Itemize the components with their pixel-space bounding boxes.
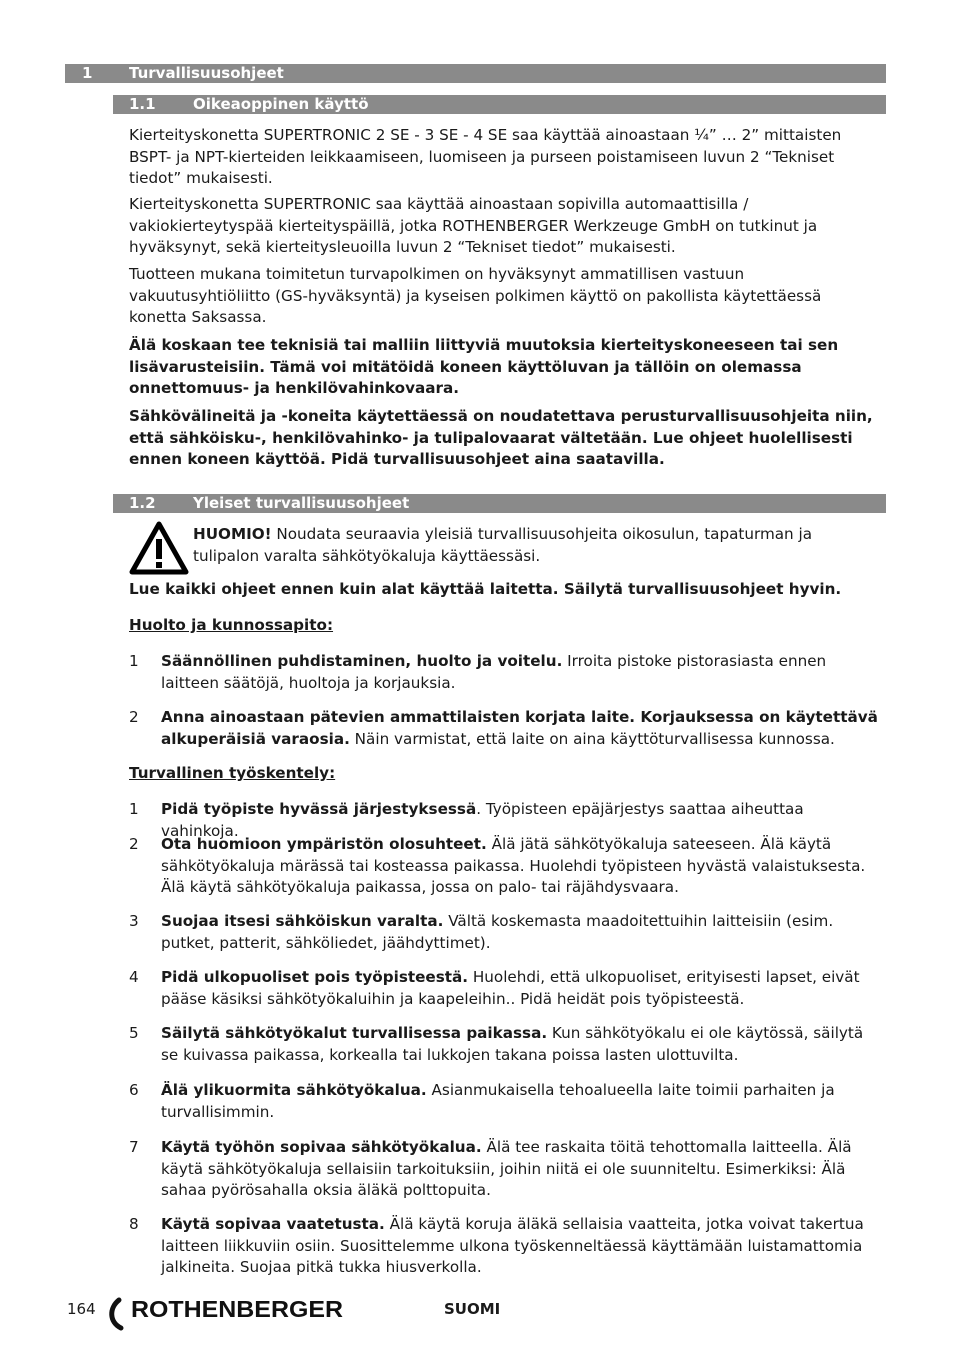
page-number: 164: [67, 1300, 96, 1318]
heading-safe-work: Turvallinen työskentely:: [129, 764, 336, 782]
list-item-number: 8: [129, 1215, 139, 1233]
list-item-bold: Pidä ulkopuoliset pois työpisteestä.: [161, 968, 469, 986]
list-item-text: [161, 1137, 881, 1202]
section-1-2-bar: [113, 494, 886, 513]
section-1-bar: [65, 64, 886, 83]
list-item-bold: Suojaa itsesi sähköiskun varalta.: [161, 912, 444, 930]
list-item-number: 7: [129, 1138, 139, 1156]
list-item-bold: Ota huomioon ympäristön olosuhteet.: [161, 835, 487, 853]
list-item-number: 3: [129, 912, 139, 930]
section-1-1-bar: [113, 95, 886, 114]
section-1-1-number: 1.1: [129, 95, 156, 113]
paragraph-read-all: Lue kaikki ohjeet ennen kuin alat käyttää laitetta. Säilytä turvallisuusohjeet hyvin.: [129, 580, 842, 598]
warning-triangle-icon: [129, 521, 189, 579]
list-item-text: [161, 651, 881, 694]
warning-text: [193, 524, 881, 567]
list-item-body: Irroita pistoke pistorasiasta ennen laitteen säätöjä, huoltoja ja korjauksia.: [161, 652, 827, 692]
warning-label: HUOMIO!: [193, 525, 272, 543]
list-item-body: Vältä koskemasta maadoitettuihin laitteisiin (esim. putket, patterit, sähköliedet, jäähdyttimet).: [161, 912, 834, 952]
list-item-text: [161, 707, 881, 750]
list-item-number: 2: [129, 708, 139, 726]
list-item-body: Näin varmistat, että laite on aina käyttöturvallisessa kunnossa.: [349, 729, 835, 748]
list-item-number: 2: [129, 835, 139, 853]
list-item-body: Älä tee raskaita töitä tehottomalla laitteella. Älä käytä sähkötyökaluja sellaisiin tarkoituksiin, joihin niitä ei ole suunniteltu. Esimerkiksi: Älä sahaa pyörösahalla oksia äläkä polttopuita.: [161, 1138, 852, 1199]
warning-body: Noudata seuraavia yleisiä turvallisuusohjeita oikosulun, tapaturman ja tulipalon varalta sähkötyökaluja käyttäessäsi.: [193, 525, 813, 565]
rothenberger-logo: [107, 1294, 347, 1338]
list-item-body: Huolehdi, että ulkopuoliset, erityisesti lapset, eivät pääse käsiksi sähkötyökaluihin ja kaapeleihin.. Pidä heidät pois työpisteestä.: [161, 968, 860, 1008]
list-item-text: [161, 1023, 881, 1066]
list-item-bold: Anna ainoastaan pätevien ammattilaisten korjata laite. Korjauksessa on käytettävä alkuperäisiä varaosia.: [161, 708, 878, 748]
list-item-body: Kun sähkötyökalu ei ole käytössä, säilytä se kuivassa paikassa, korkealla tai lukkojen takana poissa lasten ulottuvilta.: [161, 1024, 864, 1064]
list-item-text: [161, 967, 881, 1010]
list-item-bold: Pidä työpiste hyvässä järjestyksessä: [161, 800, 477, 818]
list-item-number: 6: [129, 1081, 139, 1099]
list-item-bold: Älä ylikuormita sähkötyökalua.: [161, 1081, 427, 1099]
heading-maintenance: Huolto ja kunnossapito:: [129, 616, 334, 634]
language-label: SUOMI: [444, 1300, 501, 1318]
paragraph-threading-heads: Kierteityskonetta SUPERTRONIC saa käyttää ainoastaan sopivilla automaattisilla / vakiokierteytyspää kierteityspäillä, jotka ROTHENBERGER Werkzeuge GmbH on tutkinut ja hyväksynyt, sekä kierteitysleuoilla luvun 2 “Tekniset tiedot” mukaisesti.: [129, 195, 818, 256]
list-item-bold: Säilytä sähkötyökalut turvallisessa paikassa.: [161, 1024, 548, 1042]
list-item-bold: Käytä sopivaa vaatetusta.: [161, 1215, 385, 1233]
list-item-number: 1: [129, 652, 139, 670]
paragraph-basic-safety: Sähkövälineitä ja -koneita käytettäessä on noudatettava perusturvallisuusohjeita niin, että sähköisku-, henkilövahinko- ja tulipalovaarat vältetään. Lue ohjeet huolellisesti ennen koneen käyttöä. Pidä turvallisuusohjeet aina saatavilla.: [129, 407, 873, 468]
brand-name: ROTHENBERGER: [131, 1296, 344, 1322]
section-1-1-title: Oikeaoppinen käyttö: [193, 95, 369, 113]
list-item-bold: Käytä työhön sopivaa sähkötyökalua.: [161, 1138, 482, 1156]
list-item-body: Älä jätä sähkötyökaluja sateeseen. Älä käytä sähkötyökaluja märässä tai kosteassa paikassa. Huolehdi työpisteen hyvästä valaistuksesta. Älä käytä sähkötyökaluja paikassa, jossa on palo- tai räjähdysvaara.: [161, 835, 866, 896]
list-item-body: Älä käytä koruja äläkä sellaisia vaatteita, jotka voivat takertua laitteen liikkuviin osiin. Suosittelemme ulkona työskenneltäessä käyttämään luistamattomia jalkineita. Suojaa pitkä tukka hiusverkolla.: [161, 1215, 864, 1276]
paragraph-intended-use: Kierteityskonetta SUPERTRONIC 2 SE - 3 SE - 4 SE saa käyttää ainoastaan ¼” … 2” mittaisten BSPT- ja NPT-kierteiden leikkaamiseen, luomiseen ja purseen poistamiseen luvun 2 “Tekniset tiedot” mukaisesti.: [129, 126, 842, 187]
list-item-number: 1: [129, 800, 139, 818]
list-item-text: [161, 1214, 881, 1279]
list-item-text: [161, 834, 881, 899]
list-item-text: [161, 911, 881, 954]
section-1-2-number: 1.2: [129, 494, 156, 512]
list-item-body: . Työpisteen epäjärjestys saattaa aiheuttaa vahinkoja.: [161, 800, 804, 840]
paragraph-no-modifications: Älä koskaan tee teknisiä tai malliin liittyviä muutoksia kierteityskoneeseen tai sen lisävarusteisiin. Tämä voi mitätöidä koneen käyttöluvan ja tällöin on olemassa onnettomuus- ja henkilövahinkovaara.: [129, 336, 839, 397]
paragraph-foot-switch: Tuotteen mukana toimitetun turvapolkimen on hyväksynyt ammatillisen vastuun vakuutusyhtiöliitto (GS-hyväksyntä) ja kyseisen polkimen käyttö on pakollista käytettäessä konetta Saksassa.: [129, 265, 822, 326]
section-1-number: 1: [82, 64, 93, 82]
list-item-text: [161, 1080, 881, 1123]
list-item-number: 5: [129, 1024, 139, 1042]
section-1-2-title: Yleiset turvallisuusohjeet: [193, 494, 410, 512]
list-item-number: 4: [129, 968, 139, 986]
list-item-bold: Säännöllinen puhdistaminen, huolto ja voitelu.: [161, 652, 563, 670]
section-1-title: Turvallisuusohjeet: [129, 64, 284, 82]
list-item-body: Asianmukaisella tehoalueella laite toimii parhaiten ja turvallisimmin.: [161, 1081, 835, 1121]
